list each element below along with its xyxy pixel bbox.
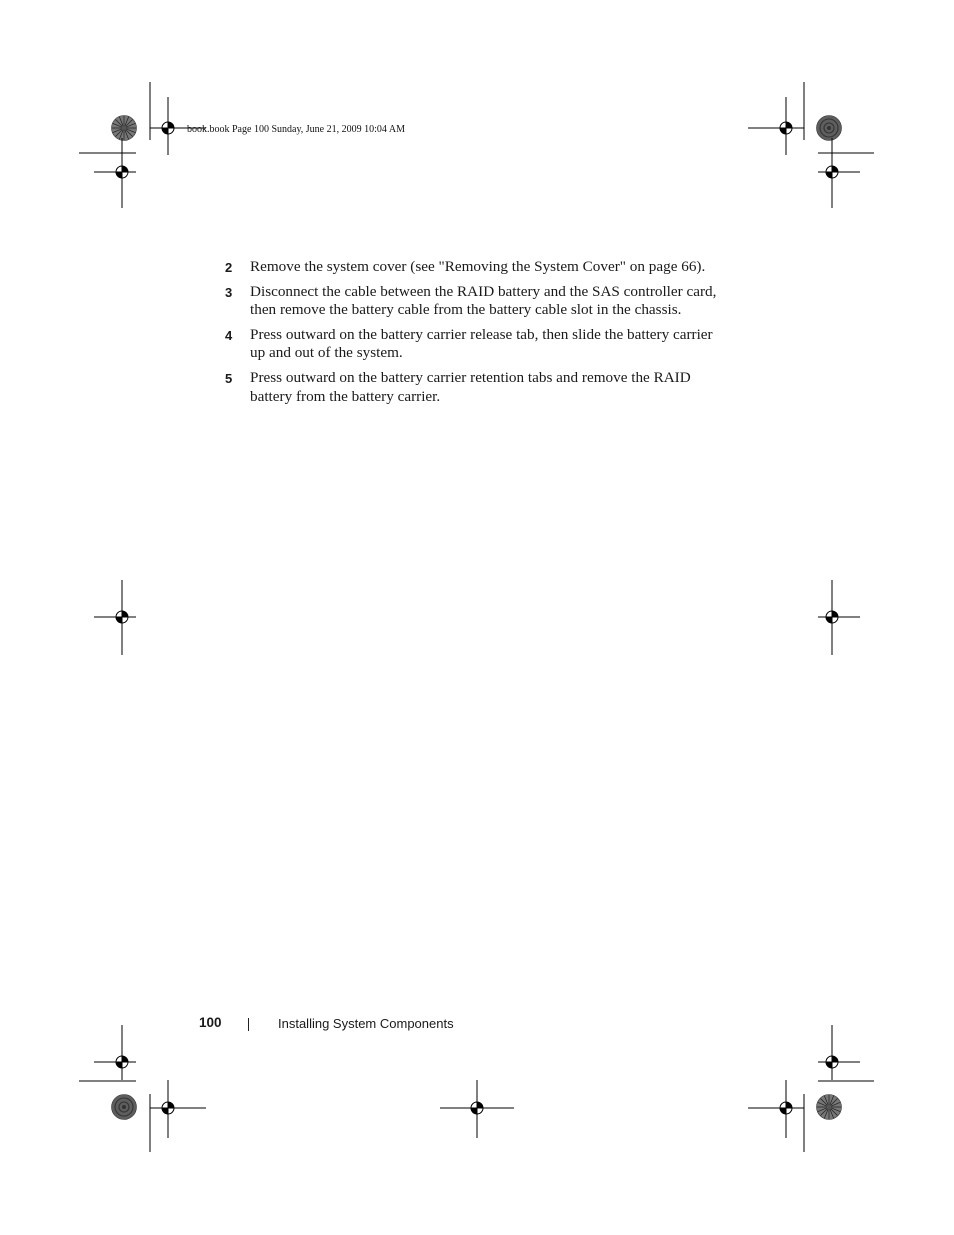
section-title: Installing System Components xyxy=(278,1016,454,1031)
step-text: Press outward on the battery carrier retention tabs and remove the RAID battery from the battery carrier. xyxy=(250,368,691,405)
step-text: Disconnect the cable between the RAID battery and the SAS controller card, then remove the battery cable from the battery cable slot in the chassis. xyxy=(250,282,717,319)
print-slug: book.book Page 100 Sunday, June 21, 2009 10:04 AM xyxy=(187,124,405,135)
footer-divider xyxy=(248,1018,249,1031)
page-number: 100 xyxy=(199,1015,222,1030)
step-item xyxy=(225,326,725,363)
step-item xyxy=(225,369,725,406)
step-number: 5 xyxy=(225,370,233,386)
procedure-steps xyxy=(225,258,725,412)
step-text: Press outward on the battery carrier release tab, then slide the battery carrier up and out of the system. xyxy=(250,325,713,362)
step-number: 3 xyxy=(225,284,233,300)
step-number: 2 xyxy=(225,260,233,275)
step-item xyxy=(225,258,725,277)
step-text: Remove the system cover (see "Removing the System Cover" on page 66). xyxy=(250,258,706,275)
step-item xyxy=(225,283,725,320)
step-number: 4 xyxy=(225,327,233,343)
